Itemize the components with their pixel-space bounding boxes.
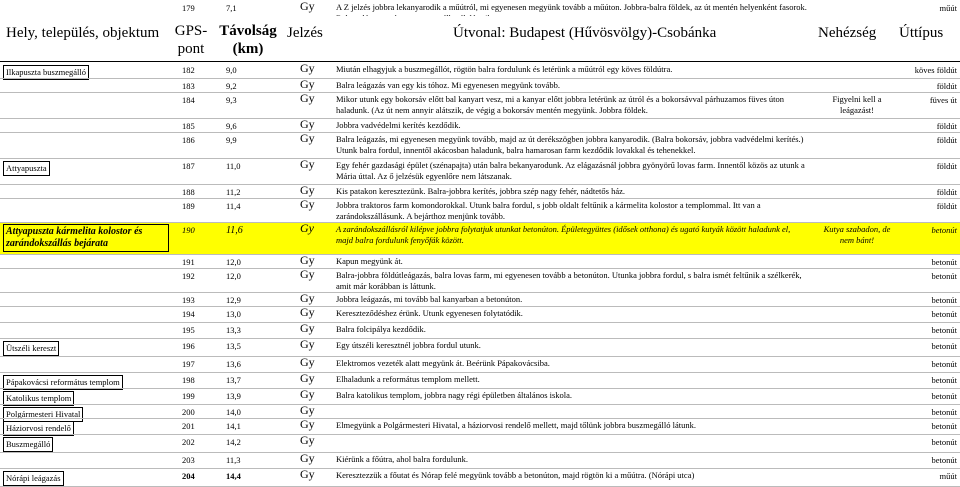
row-description: A zarándokszállásról kilépve jobbra folytatjuk utunkat betonúton. Épületegyüttes (idősek otthona) és ugató kutyák között haladunk el, majd balra fordulunk fenyőfák között. <box>336 224 791 245</box>
row-description: Mikor utunk egy bokorsáv előtt bal kanyart vesz, mi a kanyar előtt jobbra letérünk az útról és a bokorsávval párhuzamos füves úton haladunk. (Az út nem annyir alátszik, de végig a bokorsáv mentén megyünk. Jobbra földek. <box>336 94 785 115</box>
row-number: 197 <box>182 359 195 369</box>
row-number: 194 <box>182 309 195 319</box>
row-number: 199 <box>182 391 195 401</box>
row-surface: betonút <box>931 295 957 305</box>
row-mark: Gy <box>300 0 315 13</box>
row-description: Kis patakon keresztezünk. Balra-jobbra kerítés, jobbra szép nagy fehér, nádtetős ház. <box>336 186 626 196</box>
row-distance: 9,9 <box>226 135 237 145</box>
row-surface: betonút <box>931 437 957 447</box>
row-mark: Gy <box>300 371 315 385</box>
row-number: 188 <box>182 187 195 197</box>
row-description: Egy útszéli keresztnél jobbra fordul utunk. <box>336 340 481 350</box>
row-surface: betonút <box>931 391 957 401</box>
row-mark: Gy <box>300 291 315 305</box>
row-distance: 9,6 <box>226 121 237 131</box>
row-number: 193 <box>182 295 195 305</box>
row-mark: Gy <box>300 267 315 281</box>
row-surface: földút <box>936 201 957 211</box>
row-distance: 12,0 <box>226 257 241 267</box>
row-distance: 14,4 <box>226 471 241 481</box>
header-route: Útvonal: Budapest (Hűvösvölgy)-Csobánka <box>453 25 717 41</box>
row-surface: betonút <box>931 225 957 235</box>
table-row <box>0 356 960 372</box>
row-surface: füves út <box>929 95 957 105</box>
row-number: 186 <box>182 135 195 145</box>
row-surface: földút <box>936 187 957 197</box>
row-mark: Gy <box>300 197 315 211</box>
row-surface: betonút <box>931 309 957 319</box>
table-row <box>0 452 960 468</box>
row-surface: betonút <box>931 375 957 385</box>
row-difficulty: Figyelni kell a leágazást! <box>832 94 882 115</box>
row-surface: betonút <box>931 455 957 465</box>
table-row <box>0 92 960 118</box>
row-number: 190 <box>182 225 195 235</box>
row-mark: Gy <box>300 253 315 267</box>
row-mark: Gy <box>300 337 315 351</box>
row-mark: Gy <box>300 61 315 75</box>
row-mark: Gy <box>300 387 315 401</box>
row-number: 204 <box>182 471 195 481</box>
row-description: Balra folcipálya kezdődik. <box>336 324 426 334</box>
row-number: 201 <box>182 421 195 431</box>
row-distance: 9,2 <box>226 81 237 91</box>
table-row <box>0 468 960 486</box>
row-number: 187 <box>182 161 195 171</box>
row-distance: 12,9 <box>226 295 241 305</box>
row-distance: 13,3 <box>226 325 241 335</box>
row-surface: betonút <box>931 257 957 267</box>
header-surface: Úttípus <box>899 25 944 41</box>
row-mark: Gy <box>300 157 315 171</box>
row-description: Balra leágazás van egy kis tóhoz. Mi egyenesen megyünk tovább. <box>336 80 561 90</box>
row-distance: 11,4 <box>226 201 241 211</box>
row-distance: 11,3 <box>226 455 241 465</box>
row-place: Nórápi leágazás <box>3 471 64 486</box>
row-number: 192 <box>182 271 195 281</box>
row-surface: betonút <box>931 271 957 281</box>
row-distance: 11,0 <box>226 161 241 171</box>
row-description: Balra-jobbra földútleágazás, balra lovas farm, mi egyenesen tovább a betonúton. Utunka jobbra fordul, s balra ismét feltűnik a szélkerék, amit már korábban is láttunk. <box>336 270 802 291</box>
row-description: Kereszteződéshez érünk. Utunk egyenesen folytatódik. <box>336 308 523 318</box>
row-description: Keresztezzük a főutat és Nórap felé megyünk tovább a betonúton, majd rögtön ki a műútra. (Nórápi utca) <box>336 470 695 480</box>
row-description: Balra leágazás, mi egyenesen megyünk tovább, majd az út derékszögben jobbra kanyarodik. (Balra bokorsáv, jobbra vadvédelmi kerítés.) Utunk balra fordul, innentől akácosban haladunk, balra hamarosan farm kezdődik lovakkal és tehenekkel. <box>336 134 804 155</box>
row-surface: betonút <box>931 325 957 335</box>
row-place: Polgármesteri Hivatal <box>3 407 83 422</box>
row-distance: 11,6 <box>226 225 243 236</box>
row-number: 203 <box>182 455 195 465</box>
row-number: 198 <box>182 375 195 385</box>
row-description: Miután elhagyjuk a buszmegállót, rögtön balra fordulunk és letérünk a műútról egy köves földútra. <box>336 64 673 74</box>
row-surface: betonút <box>931 421 957 431</box>
table-row <box>0 372 960 388</box>
header-distance: Távolság (km) <box>219 23 277 57</box>
row-description: Kapun megyünk át. <box>336 256 403 266</box>
row-surface: földút <box>936 135 957 145</box>
row-distance: 14,0 <box>226 407 241 417</box>
row-surface: betonút <box>931 341 957 351</box>
row-number: 202 <box>182 437 195 447</box>
row-surface: betonút <box>931 359 957 369</box>
row-distance: 7,1 <box>226 3 237 13</box>
row-surface: földút <box>936 121 957 131</box>
row-number: 191 <box>182 257 195 267</box>
row-number: 185 <box>182 121 195 131</box>
row-number: 182 <box>182 65 195 75</box>
row-description: Elektromos vezeték alatt megyünk át. Beérünk Pápakovácsiba. <box>336 358 550 368</box>
table-row <box>0 338 960 356</box>
row-number: 179 <box>182 3 195 13</box>
table-row <box>0 158 960 184</box>
row-mark: Gy <box>300 433 315 447</box>
row-mark: Gy <box>300 131 315 145</box>
row-surface: köves földút <box>914 65 957 75</box>
row-place: Katolikus templom <box>3 391 74 406</box>
table-row <box>0 62 960 78</box>
row-mark: Gy <box>300 355 315 369</box>
row-place: Háziorvosi rendelő <box>3 421 74 436</box>
row-distance: 14,2 <box>226 437 241 447</box>
row-surface: földút <box>936 161 957 171</box>
row-place: Attyapuszta kármelita kolostor és zarándokszállás bejárata <box>3 224 169 252</box>
row-mark: Gy <box>300 451 315 465</box>
row-mark: Gy <box>300 467 315 481</box>
table-row <box>0 184 960 198</box>
row-number: 196 <box>182 341 195 351</box>
header-mark: Jelzés <box>287 25 323 41</box>
row-number: 184 <box>182 95 195 105</box>
row-number: 183 <box>182 81 195 91</box>
row-place: Ütszéli kereszt <box>3 341 59 356</box>
row-distance: 9,3 <box>226 95 237 105</box>
row-mark: Gy <box>300 77 315 91</box>
header-place: Hely, település, objektum <box>6 25 160 41</box>
row-distance: 13,0 <box>226 309 241 319</box>
table-row <box>0 404 960 418</box>
row-place: Ilkapuszta buszmegálló <box>3 65 89 80</box>
row-mark: Gy <box>300 403 315 417</box>
table-row <box>0 118 960 132</box>
row-description: Jobbra leágazás, mi tovább bal kanyarban a betonúton. <box>336 294 523 304</box>
row-place: Attyapuszta <box>3 161 50 176</box>
header-difficulty: Nehézség <box>818 25 877 41</box>
row-number: 195 <box>182 325 195 335</box>
row-place: Buszmegálló <box>3 437 53 452</box>
row-mark: Gy <box>300 183 315 197</box>
table-row <box>0 322 960 338</box>
table-row <box>0 388 960 404</box>
header-gps: GPS-pont <box>174 23 208 57</box>
table-row <box>0 132 960 158</box>
row-mark: Gy <box>300 321 315 335</box>
table-row <box>0 254 960 268</box>
row-mark: Gy <box>300 417 315 431</box>
row-mark: Gy <box>300 117 315 131</box>
row-description: Elhaladunk a református templom mellett. <box>336 374 480 384</box>
row-distance: 11,2 <box>226 187 241 197</box>
row-surface: földút <box>936 81 957 91</box>
table-row <box>0 418 960 434</box>
row-distance: 13,7 <box>226 375 241 385</box>
row-description: Jobbra vadvédelmi kerítés kezdődik. <box>336 120 461 130</box>
row-description: Kiérünk a főútra, ahol balra fordulunk. <box>336 454 468 464</box>
table-row <box>0 198 960 222</box>
row-number: 200 <box>182 407 195 417</box>
row-surface: műút <box>939 471 957 481</box>
row-description: Egy fehér gazdasági épület (szénapajta) után balra bekanyarodunk. Az elágazásnál jobbra gyönyörű lovas farm. Innentől közös az utunk a Mária úttal. Az ő jelzésük egyenlőre nem látszanak. <box>336 160 805 181</box>
row-mark: Gy <box>300 305 315 319</box>
table-row <box>0 78 960 92</box>
table-row <box>0 268 960 292</box>
row-mark: Gy <box>300 91 315 105</box>
row-difficulty: Kutya szabadon, de nem bánt! <box>823 224 891 245</box>
row-number: 189 <box>182 201 195 211</box>
row-description: Balra katolikus templom, jobbra nagy régi épületben általános iskola. <box>336 390 573 400</box>
table-row <box>0 306 960 322</box>
table-row <box>0 292 960 306</box>
row-description: Elmegyünk a Polgármesteri Hivatal, a háziorvosi rendelő mellett, majd tőlünk jobbra buszmegálló látunk. <box>336 420 696 430</box>
row-description: Jobbra traktoros farm komondorokkal. Utunk balra fordul, s jobb oldalt feltűnik a kármelita kolostor a templommal. Itt van a zarándokszállásunk. A bejárthoz menjünk tovább. <box>336 200 761 221</box>
row-distance: 13,5 <box>226 341 241 351</box>
row-surface: betonút <box>931 407 957 417</box>
row-description: A Z jelzés jobbra lekanyarodik a műútról, mi egyenesen megyünk tovább a műúton. Jobbra-balra földek, az út mentén helyenként fasorok. <box>336 2 807 12</box>
row-surface: műút <box>939 3 957 13</box>
row-distance: 14,1 <box>226 421 241 431</box>
table-row <box>0 222 960 254</box>
row-place: Pápakovácsi református templom <box>3 375 123 390</box>
row-distance: 9,0 <box>226 65 237 75</box>
table-row <box>0 434 960 452</box>
row-distance: 13,9 <box>226 391 241 401</box>
table-header <box>0 16 960 61</box>
row-distance: 13,6 <box>226 359 241 369</box>
row-distance: 12,0 <box>226 271 241 281</box>
row-mark: Gy <box>300 221 314 235</box>
